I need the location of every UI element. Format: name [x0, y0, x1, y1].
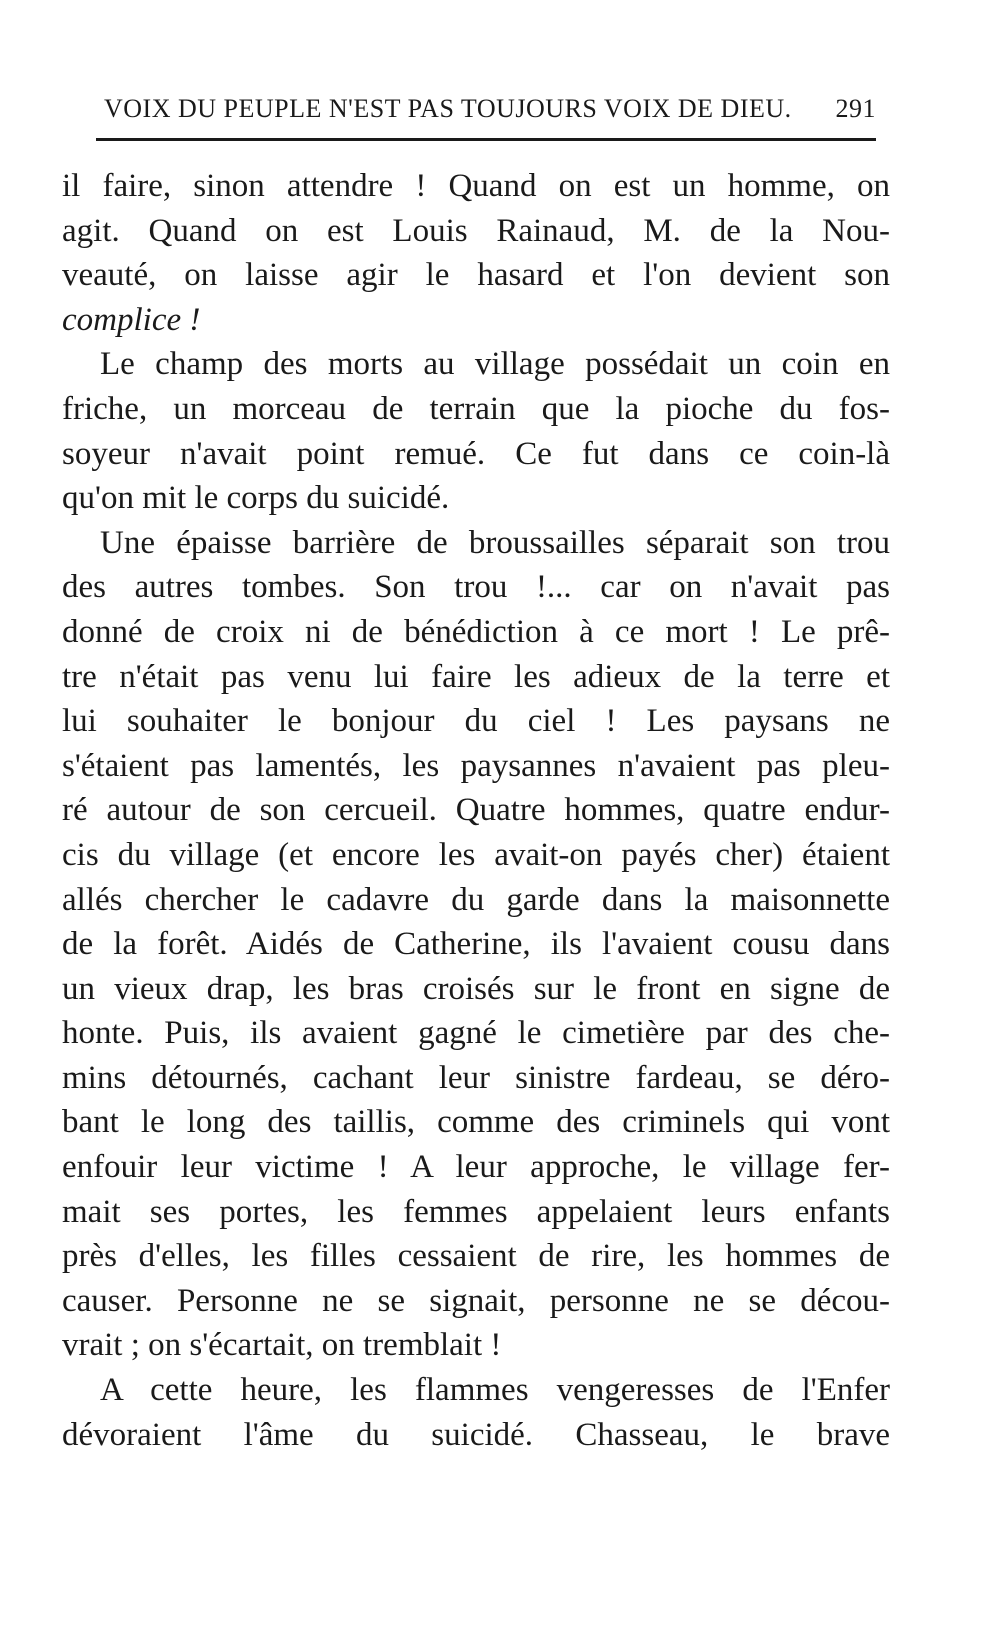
text-line: un vieux drap, les bras croisés sur le front en signe de — [62, 970, 890, 1007]
text-line: Une épaisse barrière de broussailles séparait son trou — [100, 524, 890, 561]
header-rule — [96, 138, 876, 141]
text-line: veauté, on laisse agir le hasard et l'on devient son — [62, 257, 890, 294]
text-line: des autres tombes. Son trou !... car on n'avait pas — [62, 569, 890, 606]
text-line: qu'on mit le corps du suicidé. — [62, 480, 450, 517]
text-line: allés chercher le cadavre du garde dans la maisonnette — [62, 881, 890, 918]
text-line: mait ses portes, les femmes appelaient leurs enfants — [62, 1193, 890, 1230]
text-line: causer. Personne ne se signait, personne ne se décou- — [62, 1282, 890, 1319]
text-line: agit. Quand on est Louis Rainaud, M. de la Nou- — [62, 212, 890, 249]
text-line: mins détournés, cachant leur sinistre fardeau, se déro- — [62, 1059, 890, 1096]
text-line: A cette heure, les flammes vengeresses de l'Enfer — [100, 1372, 890, 1409]
text-line: cis du village (et encore les avait-on payés cher) étaient — [62, 836, 890, 873]
text-line: soyeur n'avait point remué. Ce fut dans ce coin-là — [62, 435, 890, 472]
running-head — [96, 94, 876, 130]
text-line: bant le long des taillis, comme des criminels qui vont — [62, 1104, 890, 1141]
text-line: honte. Puis, ils avaient gagné le cimetière par des che- — [62, 1015, 890, 1052]
text-line: dévoraient l'âme du suicidé. Chasseau, le brave — [62, 1416, 890, 1453]
text-line: friche, un morceau de terrain que la pioche du fos- — [62, 390, 890, 427]
page-number: 291 — [835, 94, 876, 123]
text-line: complice ! — [62, 301, 201, 338]
text-line: de la forêt. Aidés de Catherine, ils l'avaient cousu dans — [62, 926, 890, 963]
text-line: Le champ des morts au village possédait un coin en — [100, 346, 890, 383]
text-line: s'étaient pas lamentés, les paysannes n'avaient pas pleu- — [62, 747, 890, 784]
running-title: VOIX DU PEUPLE N'EST PAS TOUJOURS VOIX DE DIEU. — [104, 94, 792, 123]
text-line: près d'elles, les filles cessaient de rire, les hommes de — [62, 1238, 890, 1275]
body-text — [62, 164, 890, 1457]
text-line: lui souhaiter le bonjour du ciel ! Les paysans ne — [62, 703, 890, 740]
text-line: vrait ; on s'écartait, on tremblait ! — [62, 1327, 502, 1364]
text-line: donné de croix ni de bénédiction à ce mort ! Le prê- — [62, 613, 890, 650]
text-line: ré autour de son cercueil. Quatre hommes, quatre endur- — [62, 792, 890, 829]
text-line: enfouir leur victime ! A leur approche, le village fer- — [62, 1149, 890, 1186]
text-line: il faire, sinon attendre ! Quand on est un homme, on — [62, 168, 890, 204]
text-line: tre n'était pas venu lui faire les adieux de la terre et — [62, 658, 890, 695]
